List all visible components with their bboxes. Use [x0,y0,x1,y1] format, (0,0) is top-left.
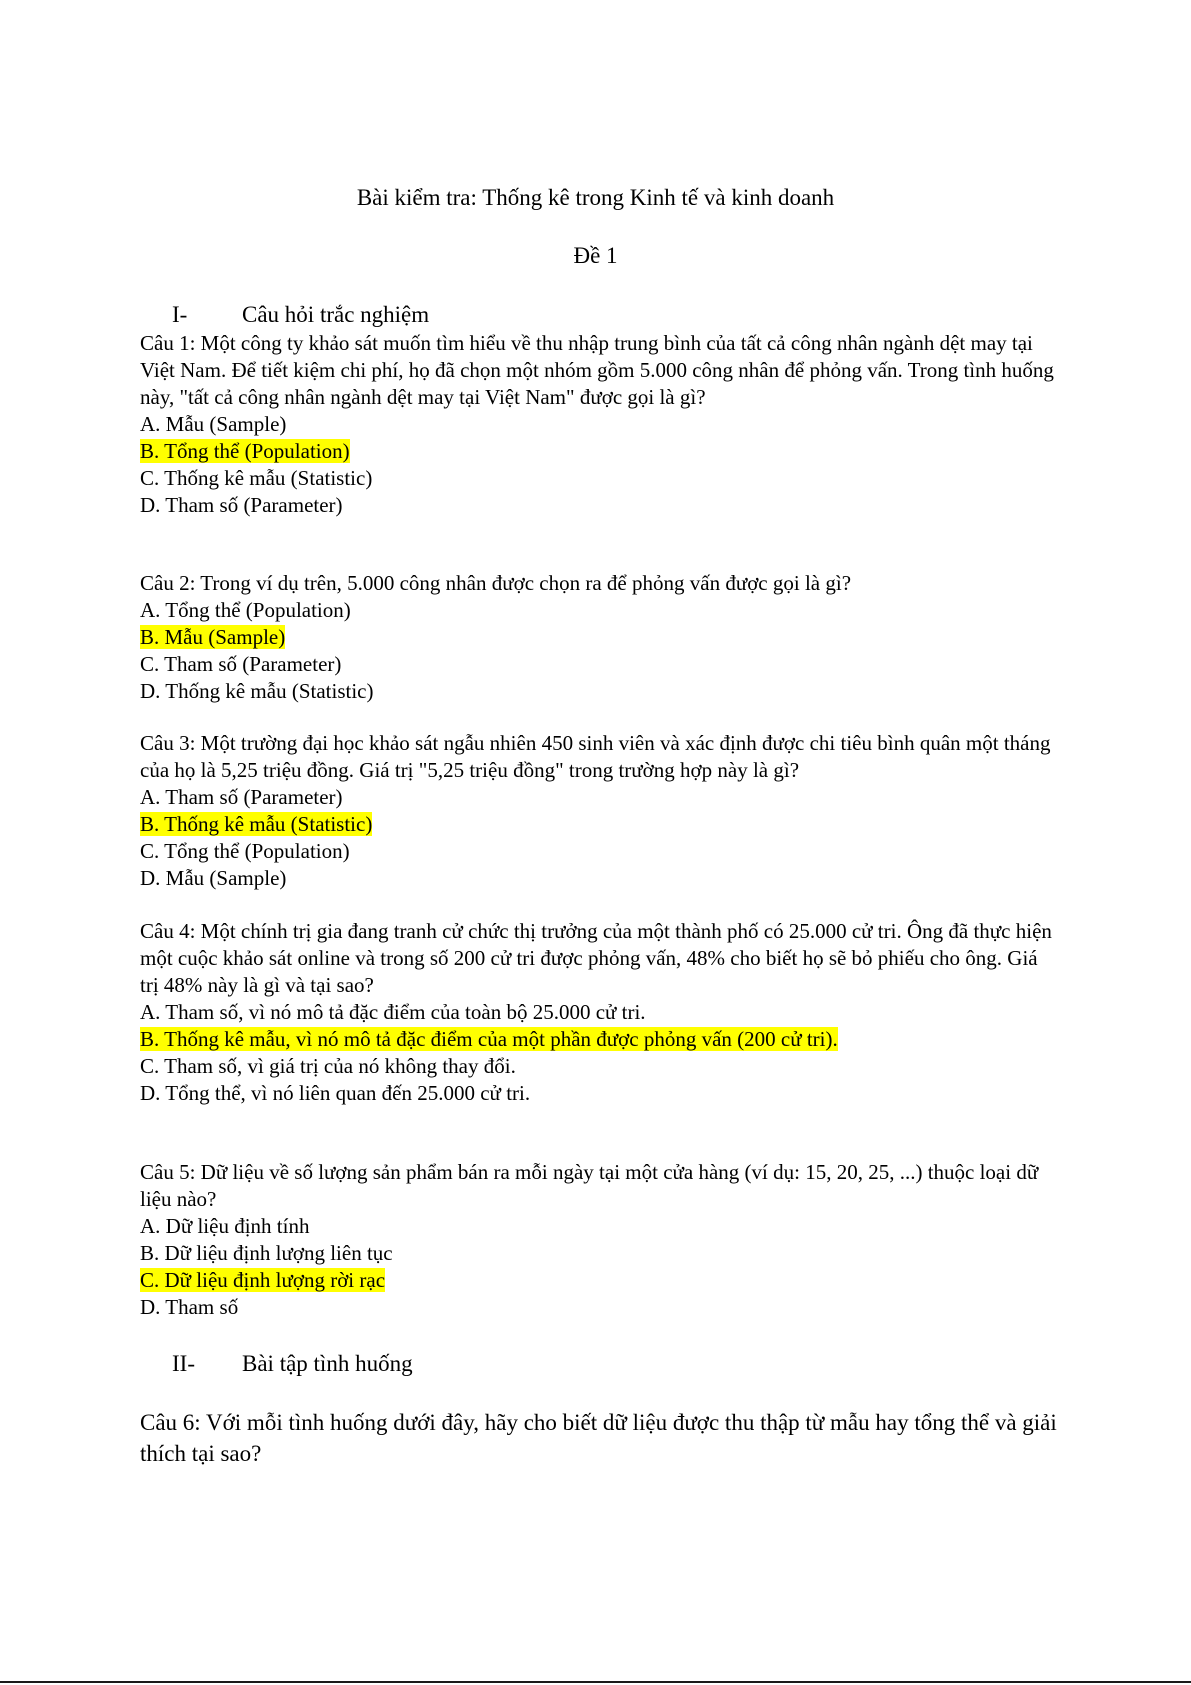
answer-highlight: B. Thống kê mẫu, vì nó mô tả đặc điểm của một phần được phỏng vấn (200 cử tri). [140,1027,838,1051]
option-d: D. Mẫu (Sample) [140,866,287,890]
option-c-correct [140,1267,1060,1294]
option-b-correct [140,811,1060,838]
page-bottom-rule [0,1681,1191,1683]
option-a: A. Tổng thể (Population) [140,598,351,622]
section-number: II- [172,1351,195,1376]
option-a: A. Dữ liệu định tính [140,1214,310,1238]
option-b: B. Dữ liệu định lượng liên tục [140,1241,393,1265]
option-b-correct [140,438,1060,465]
document-title: Bài kiểm tra: Thống kê trong Kinh tế và kinh doanh [356,185,835,210]
question-6: Câu 6: Với mỗi tình huống dưới đây, hãy cho biết dữ liệu được thu thập từ mẫu hay tổng thể và giải thích tại sao? [140,1410,1057,1466]
option-d: D. Tham số (Parameter) [140,493,343,517]
option-c: C. Thống kê mẫu (Statistic) [140,466,373,490]
option-b-correct [140,1026,1060,1053]
option-d: D. Thống kê mẫu (Statistic) [140,679,374,703]
option-a: A. Tham số (Parameter) [140,785,343,809]
section-label: Câu hỏi trắc nghiệm [242,302,430,327]
option-a: A. Mẫu (Sample) [140,412,287,436]
question-3 [140,730,1060,892]
question-2 [140,570,1060,705]
answer-highlight: B. Mẫu (Sample) [140,625,286,649]
question-text: Câu 2: Trong ví dụ trên, 5.000 công nhân được chọn ra để phỏng vấn được gọi là gì? [140,571,852,595]
question-text: Câu 1: Một công ty khảo sát muốn tìm hiểu về thu nhập trung bình của tất cả công nhân ngành dệt may tại Việt Nam. Để tiết kiệm chi phí, họ đã chọn một nhóm gồm 5.000 công nhân để phỏng vấn. Trong tình huống này, "tất cả công nhân ngành dệt may tại Việt Nam" được gọi là gì? [140,331,1054,409]
question-4 [140,918,1060,1107]
option-d: D. Tổng thể, vì nó liên quan đến 25.000 cử tri. [140,1081,531,1105]
exam-version: Đề 1 [573,243,618,268]
question-1 [140,330,1060,519]
option-a: A. Tham số, vì nó mô tả đặc điểm của toàn bộ 25.000 cử tri. [140,1000,646,1024]
answer-highlight: B. Thống kê mẫu (Statistic) [140,812,373,836]
option-d: D. Tham số [140,1295,239,1319]
option-b-correct [140,624,1060,651]
option-c: C. Tham số, vì giá trị của nó không thay đổi. [140,1054,516,1078]
section-label: Bài tập tình huống [242,1351,413,1376]
question-text: Câu 5: Dữ liệu về số lượng sản phẩm bán ra mỗi ngày tại một cửa hàng (ví dụ: 15, 20, 25, ...) thuộc loại dữ liệu nào? [140,1160,1039,1211]
section-heading-multiple-choice [172,300,429,330]
answer-highlight: C. Dữ liệu định lượng rời rạc [140,1268,386,1292]
question-text: Câu 4: Một chính trị gia đang tranh cử chức thị trưởng của một thành phố có 25.000 cử tri. Ông đã thực hiện một cuộc khảo sát online và trong số 200 cử tri được phỏng vấn, 48% cho biết họ sẽ bỏ phiếu cho ông. Giá trị 48% này là gì và tại sao? [140,919,1052,997]
answer-highlight: B. Tổng thể (Population) [140,439,350,463]
question-text: Câu 3: Một trường đại học khảo sát ngẫu nhiên 450 sinh viên và xác định được chi tiêu bình quân một tháng của họ là 5,25 triệu đồng. Giá trị "5,25 triệu đồng" trong trường hợp này là gì? [140,731,1051,782]
option-c: C. Tham số (Parameter) [140,652,342,676]
section-heading-case-study [172,1349,413,1379]
question-5 [140,1159,1060,1321]
section-number: I- [172,302,188,327]
option-c: C. Tổng thể (Population) [140,839,350,863]
